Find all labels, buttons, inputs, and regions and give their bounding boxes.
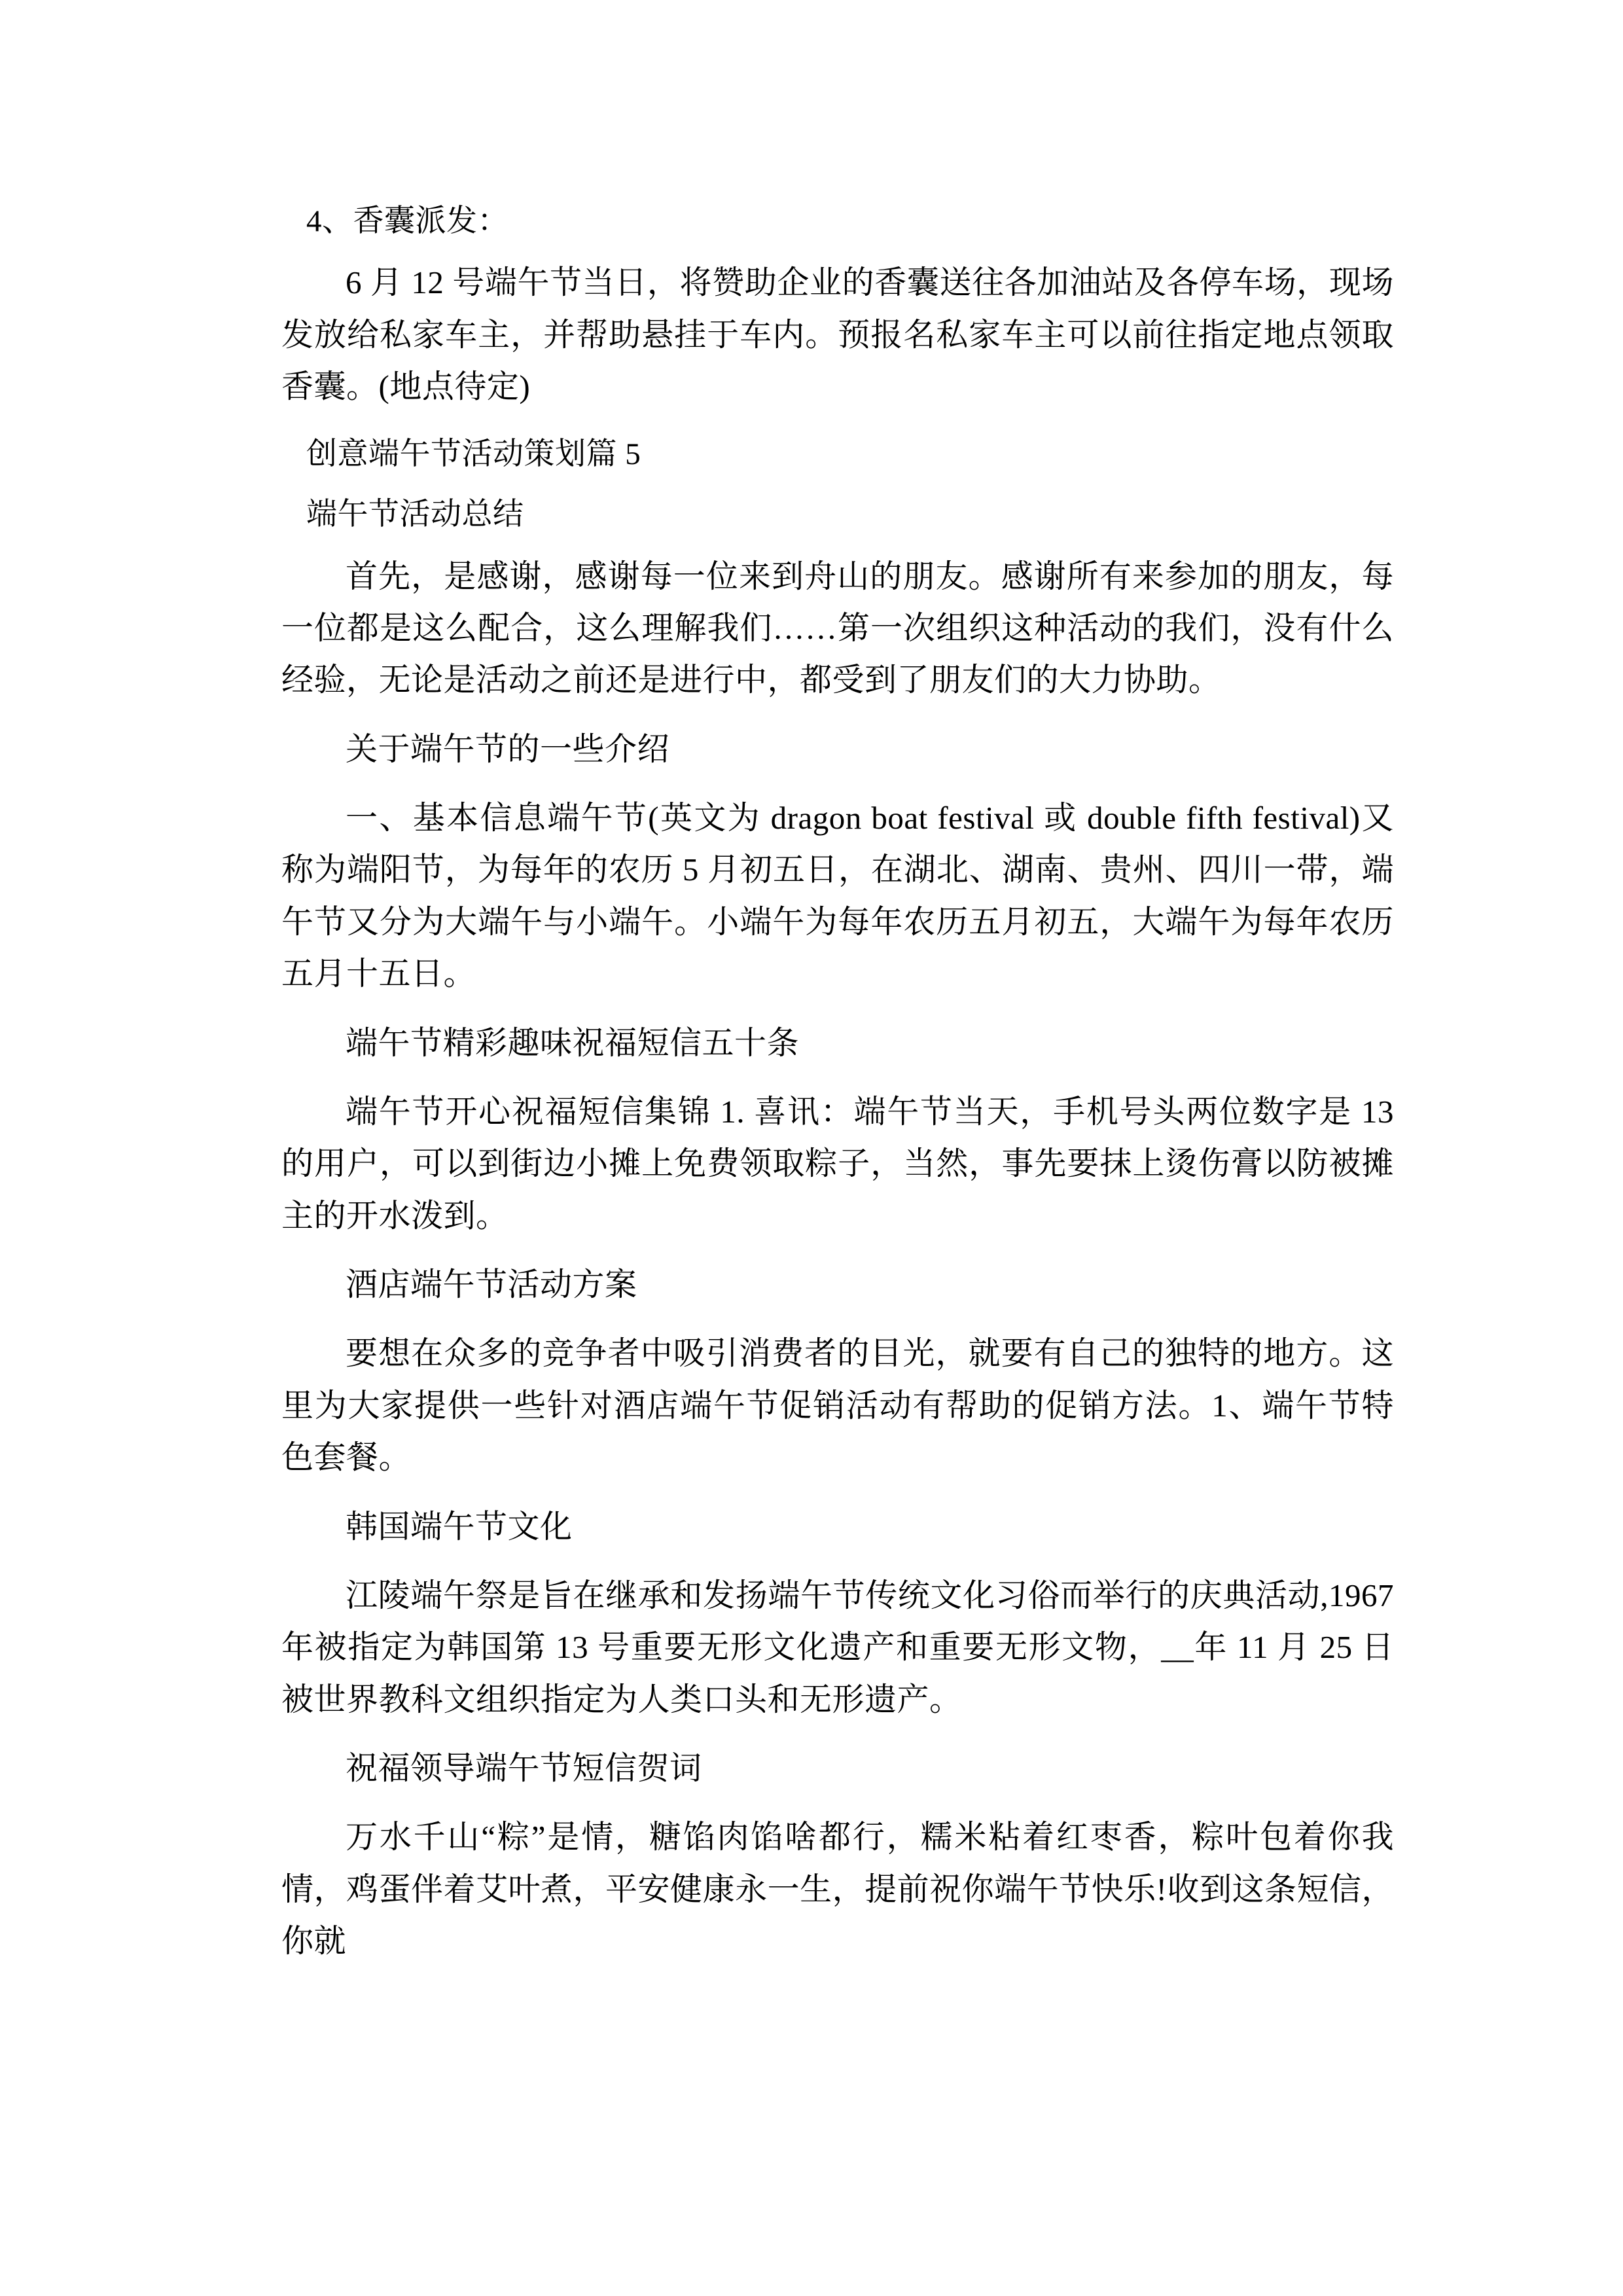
paragraph-section5-title: 创意端午节活动策划篇 5 — [306, 437, 641, 472]
paragraph-summary-title: 端午节活动总结 — [306, 497, 524, 532]
paragraph-sms-title: 端午节精彩趣味祝福短信五十条 — [346, 1024, 800, 1061]
paragraph-korea-title: 韩国端午节文化 — [346, 1508, 573, 1545]
paragraph-leader-title: 祝福领导端午节短信贺词 — [346, 1750, 702, 1786]
paragraph-korea-body: 江陵端午祭是旨在继承和发扬端午节传统文化习俗而举行的庆典活动,1967 年被指定为韩国第 13 号重要无形文化遗产和重要无形文物，__年 11 月 25 日被世界教科文组织指定为人类口头和无形遗产。 — [281, 1577, 1394, 1717]
paragraph-item4-body: 6 月 12 号端午节当日，将赞助企业的香囊送往各加油站及各停车场，现场发放给私家车主，并帮助悬挂于车内。预报名私家车主可以前往指定地点领取香囊。(地点待定) — [281, 264, 1394, 404]
paragraph-hotel-title: 酒店端午节活动方案 — [346, 1266, 637, 1302]
paragraph-hotel-body: 要想在众多的竞争者中吸引消费者的目光，就要有自己的独特的地方。这里为大家提供一些针对酒店端午节促销活动有帮助的促销方法。1、端午节特色套餐。 — [281, 1335, 1394, 1476]
paragraph-leader-body: 万水千山“粽”是情，糖馅肉馅啥都行，糯米粘着红枣香，粽叶包着你我情，鸡蛋伴着艾叶煮，平安健康永一生，提前祝你端午节快乐!收到这条短信，你就 — [281, 1819, 1394, 1960]
paragraph-summary-body: 首先，是感谢，感谢每一位来到舟山的朋友。感谢所有来参加的朋友，每一位都是这么配合，这么理解我们……第一次组织这种活动的我们，没有什么经验，无论是活动之前还是进行中，都受到了朋友们的大力协助。 — [281, 558, 1394, 698]
paragraph-intro-title: 关于端午节的一些介绍 — [346, 730, 670, 767]
document-body — [281, 196, 1394, 1967]
paragraph-intro-body: 一、基本信息端午节(英文为 dragon boat festival 或 double fifth festival)又称为端阳节，为每年的农历 5 月初五日，在湖北、湖南、贵州、四川一带，端午节又分为大端午与小端午。小端午为每年农历五月初五，大端午为每年农历五月十五日。 — [281, 800, 1394, 992]
paragraph-sms-body: 端午节开心祝福短信集锦 1. 喜讯：端午节当天，手机号头两位数字是 13 的用户，可以到街边小摊上免费领取粽子，当然，事先要抹上烫伤膏以防被摊主的开水泼到。 — [281, 1093, 1394, 1234]
paragraph-item4-title: 4、香囊派发： — [306, 204, 508, 238]
